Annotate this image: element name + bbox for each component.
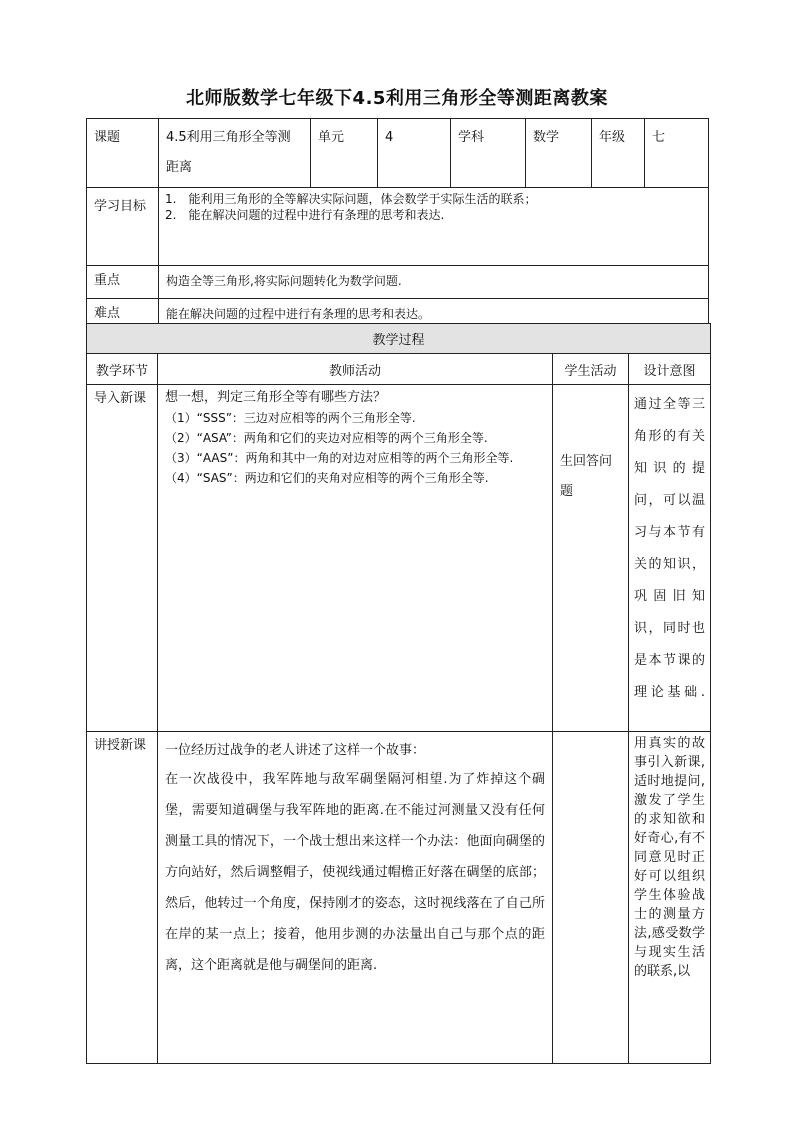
document-title: 北师版数学七年级下4.5利用三角形全等测距离教案 bbox=[186, 88, 608, 109]
teacher-line: 在一次战役中，我军阵地与敌军碉堡隔河相望.为了炸掉这个碉堡，需要知道碉堡与我军阵地的距离.在不能过河测量又没有任何测量工具的情况下，一个战士想出来这样一个办法：他面向碉堡的方向站好，然后调整帽子，使视线通过帽檐正好落在碉堡的底部；然后，他转过一个角度，保持刚才的姿态，这时视线落在了自己所在岸的某一点上；接着，他用步测的办法量出自己与那个点的距离，这个距离就是他与碉堡间的距离. bbox=[165, 772, 545, 973]
teacher-line: （2）“ASA”：两角和它们的夹边对应相等的两个三角形全等. bbox=[165, 431, 488, 445]
unit-label: 单元 bbox=[311, 119, 378, 188]
process-header: 教学过程 bbox=[87, 324, 711, 354]
teacher-line: （4）“SAS”：两边和它们的夹角对应相等的两个三角形全等. bbox=[165, 471, 489, 485]
col-stage: 教学环节 bbox=[87, 354, 158, 385]
topic-row bbox=[87, 119, 709, 188]
student-intro: 生回答问题 bbox=[553, 385, 629, 732]
key-point-row bbox=[87, 266, 709, 299]
intent-new: 用真实的故事引入新课,适时地提问,激发了学生的求知欲和好奇心,有不同意见时正好可以组织学生体验战士的测量方法,感受数学与现实生活的联系,以 bbox=[629, 732, 711, 1064]
unit-value: 4 bbox=[378, 119, 451, 188]
goals-row bbox=[87, 188, 709, 266]
column-header-row bbox=[87, 354, 711, 385]
difficulty-label: 难点 bbox=[87, 299, 159, 331]
teacher-line: 想一想，判定三角形全等有哪些方法？ bbox=[165, 390, 387, 405]
teacher-intro bbox=[158, 385, 553, 732]
difficulty-text: 能在解决问题的过程中进行有条理的思考和表达。 bbox=[159, 299, 709, 331]
intent-intro: 通过全等三角形的有关知识的提问，可以温习与本节有关的知识，巩固旧知识，同时也是本节课的理论基础. bbox=[629, 385, 711, 732]
teacher-new bbox=[158, 732, 553, 1064]
teacher-line: 一位经历过战争的老人讲述了这样一个故事： bbox=[165, 743, 426, 758]
col-teacher: 教师活动 bbox=[158, 354, 553, 385]
student-new bbox=[553, 732, 629, 1064]
subject-label: 学科 bbox=[451, 119, 526, 188]
lesson-info-table bbox=[86, 118, 709, 331]
topic-value: 4.5利用三角形全等测距离 bbox=[159, 119, 311, 188]
stage-new: 讲授新课 bbox=[87, 732, 158, 1064]
topic-label: 课题 bbox=[87, 119, 159, 188]
col-intent: 设计意图 bbox=[629, 354, 711, 385]
subject-value: 数学 bbox=[526, 119, 592, 188]
key-point-text: 构造全等三角形,将实际问题转化为数学问题. bbox=[159, 266, 709, 299]
stage-intro: 导入新课 bbox=[87, 385, 158, 732]
teacher-line: （3）“AAS”：两角和其中一角的对边对应相等的两个三角形全等. bbox=[165, 451, 514, 465]
intro-row bbox=[87, 385, 711, 732]
goal-item: 2. 能在解决问题的过程中进行有条理的思考和表达. bbox=[165, 208, 445, 222]
key-point-label: 重点 bbox=[87, 266, 159, 299]
goals-label: 学习目标 bbox=[87, 188, 159, 266]
new-lesson-row bbox=[87, 732, 711, 1064]
teacher-line: （1）“SSS”：三边对应相等的两个三角形全等. bbox=[165, 411, 416, 425]
goals-content bbox=[159, 188, 709, 266]
goal-item: 1. 能利用三角形的全等解决实际问题，体会数学于实际生活的联系； bbox=[165, 192, 537, 206]
grade-value: 七 bbox=[645, 119, 709, 188]
teaching-process-table bbox=[86, 323, 711, 1064]
grade-label: 年级 bbox=[592, 119, 645, 188]
process-header-row bbox=[87, 324, 711, 354]
col-student: 学生活动 bbox=[553, 354, 629, 385]
